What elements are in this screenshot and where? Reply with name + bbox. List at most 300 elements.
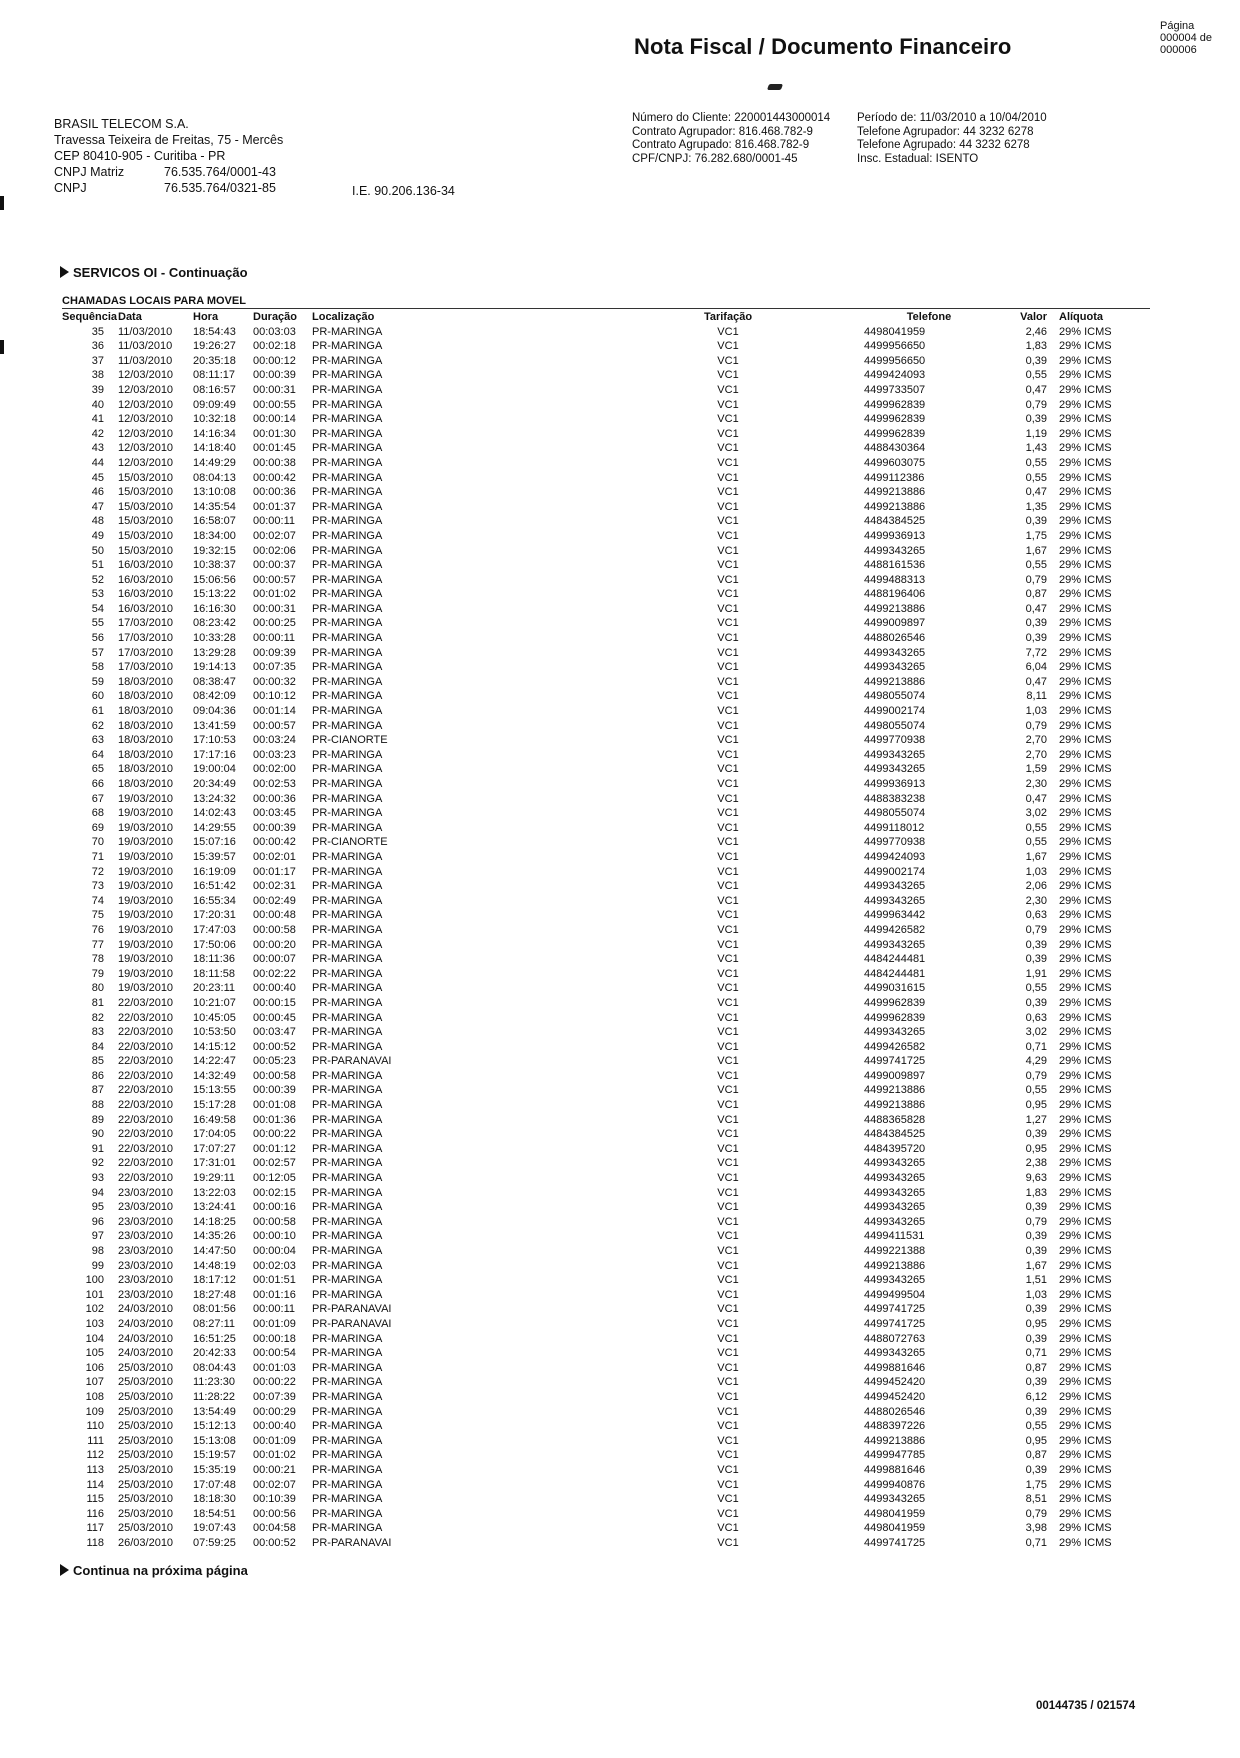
table-row — [62, 1492, 1150, 1507]
cell-valor: 0,39 — [1025, 1332, 1047, 1345]
section-title: SERVICOS OI - Continuação — [73, 265, 248, 280]
cell-duracao: 00:00:58 — [253, 1215, 296, 1228]
cell-localizacao: PR-MARINGA — [312, 1230, 383, 1243]
cnpj-value: 76.535.764/0321-85 — [164, 181, 276, 195]
cell-aliquota: 29% ICMS — [1059, 1405, 1112, 1418]
cell-telefone: 4499343265 — [864, 1215, 926, 1228]
cell-tarifacao: VC1 — [717, 953, 739, 966]
cell-spacer — [784, 1302, 864, 1317]
cell-duracao: 00:02:07 — [253, 529, 296, 542]
table-row — [62, 1142, 1150, 1157]
cell-valor: 1,83 — [1025, 1186, 1047, 1199]
cell-seq: 52 — [91, 573, 104, 586]
table-row — [62, 762, 1150, 777]
cell-seq: 85 — [91, 1055, 104, 1068]
telefone-agrupador: Telefone Agrupador: 44 3232 6278 — [857, 125, 1034, 138]
col-header-telefone: Telefone — [906, 311, 952, 323]
cell-data: 19/03/2010 — [118, 894, 174, 907]
cell-aliquota: 29% ICMS — [1059, 1332, 1112, 1345]
cell-valor: 1,43 — [1025, 442, 1047, 455]
cell-duracao: 00:01:30 — [253, 427, 296, 440]
cell-spacer — [784, 704, 864, 719]
cell-telefone: 4488026546 — [864, 1405, 926, 1418]
cell-tarifacao: VC1 — [717, 1332, 739, 1345]
cell-seq: 47 — [91, 500, 104, 513]
cell-hora: 10:33:28 — [193, 632, 236, 645]
cell-seq: 118 — [86, 1536, 104, 1549]
cell-data: 23/03/2010 — [118, 1274, 174, 1287]
cell-spacer — [784, 587, 864, 602]
cell-aliquota: 29% ICMS — [1059, 675, 1112, 688]
cell-tarifacao: VC1 — [717, 646, 739, 659]
cell-hora: 14:35:26 — [193, 1230, 236, 1243]
cell-seq: 40 — [91, 398, 104, 411]
cell-localizacao: PR-MARINGA — [312, 413, 383, 426]
cell-aliquota: 29% ICMS — [1059, 792, 1112, 805]
table-row — [62, 704, 1150, 719]
cell-tarifacao: VC1 — [717, 515, 739, 528]
cell-hora: 09:04:36 — [193, 705, 236, 718]
cell-duracao: 00:00:42 — [253, 471, 296, 484]
cell-telefone: 4499213886 — [864, 675, 926, 688]
cell-telefone: 4499603075 — [864, 456, 926, 469]
cell-duracao: 00:01:16 — [253, 1288, 296, 1301]
cell-spacer — [784, 602, 864, 617]
cell-hora: 18:27:48 — [193, 1288, 236, 1301]
cell-hora: 20:35:18 — [193, 354, 236, 367]
cell-aliquota: 29% ICMS — [1059, 923, 1112, 936]
table-row — [62, 427, 1150, 442]
cell-tarifacao: VC1 — [717, 967, 739, 980]
cell-seq: 66 — [91, 778, 104, 790]
cell-data: 18/03/2010 — [118, 734, 174, 747]
continue-note — [60, 1563, 248, 1578]
table-row — [62, 616, 1150, 631]
cell-seq: 88 — [91, 1099, 104, 1112]
cell-localizacao: PR-MARINGA — [312, 690, 383, 703]
cell-telefone: 4499213886 — [864, 1259, 926, 1272]
cell-valor: 2,06 — [1025, 880, 1047, 893]
cell-spacer — [784, 1156, 864, 1171]
cell-tarifacao: VC1 — [717, 1274, 739, 1287]
cell-data: 19/03/2010 — [118, 821, 174, 834]
cell-aliquota: 29% ICMS — [1059, 1069, 1112, 1082]
cell-localizacao: PR-MARINGA — [312, 938, 383, 951]
cell-duracao: 00:00:58 — [253, 923, 296, 936]
col-header-duracao: Duração — [253, 311, 298, 323]
table-row — [62, 1229, 1150, 1244]
table-row — [62, 514, 1150, 529]
cell-hora: 16:51:25 — [193, 1332, 236, 1345]
cell-seq: 109 — [85, 1405, 104, 1418]
cell-tarifacao: VC1 — [717, 996, 739, 1009]
cell-localizacao: PR-MARINGA — [312, 500, 383, 513]
cell-tarifacao: VC1 — [717, 486, 739, 499]
cell-duracao: 00:03:24 — [253, 734, 296, 747]
cell-spacer — [784, 821, 864, 836]
cell-spacer — [784, 908, 864, 923]
cell-valor: 0,39 — [1025, 617, 1047, 630]
cell-aliquota: 29% ICMS — [1059, 850, 1112, 863]
cell-aliquota: 29% ICMS — [1059, 1201, 1112, 1214]
cell-spacer — [784, 1083, 864, 1098]
cell-seq: 54 — [91, 602, 104, 615]
cell-hora: 17:07:27 — [193, 1142, 236, 1155]
cell-seq: 51 — [91, 559, 104, 572]
cell-duracao: 00:00:36 — [253, 792, 296, 805]
cell-tarifacao: VC1 — [717, 456, 739, 469]
cell-data: 19/03/2010 — [118, 880, 174, 893]
cell-duracao: 00:00:10 — [253, 1230, 296, 1243]
cell-seq: 43 — [91, 442, 104, 455]
cell-valor: 1,35 — [1025, 500, 1047, 513]
cell-aliquota: 29% ICMS — [1059, 909, 1112, 922]
calls-table-body — [62, 325, 1150, 1551]
cell-data: 23/03/2010 — [118, 1215, 174, 1228]
cell-aliquota: 29% ICMS — [1059, 1186, 1112, 1199]
table-row — [62, 383, 1150, 398]
cell-duracao: 00:00:37 — [253, 559, 296, 572]
cell-valor: 2,38 — [1025, 1157, 1047, 1170]
cell-hora: 11:28:22 — [193, 1390, 236, 1403]
cell-spacer — [784, 412, 864, 427]
cell-duracao: 00:02:07 — [253, 1478, 296, 1491]
cell-aliquota: 29% ICMS — [1059, 1026, 1112, 1039]
cell-aliquota: 29% ICMS — [1059, 1493, 1112, 1506]
table-row — [62, 339, 1150, 354]
page-current: 000004 de — [1160, 32, 1212, 44]
cell-duracao: 00:01:37 — [253, 500, 296, 513]
cell-spacer — [784, 1332, 864, 1347]
cell-hora: 18:11:58 — [193, 967, 236, 980]
cell-localizacao: PR-MARINGA — [312, 1084, 383, 1097]
cell-valor: 0,79 — [1025, 1215, 1047, 1228]
cell-seq: 100 — [85, 1274, 104, 1287]
cell-seq: 67 — [91, 792, 104, 805]
cell-aliquota: 29% ICMS — [1059, 821, 1112, 834]
cell-telefone: 4499343265 — [864, 1274, 926, 1287]
cell-localizacao: PR-MARINGA — [312, 1099, 383, 1112]
cell-spacer — [784, 1492, 864, 1507]
cell-data: 23/03/2010 — [118, 1245, 174, 1257]
cell-aliquota: 29% ICMS — [1059, 1288, 1112, 1301]
cell-aliquota: 29% ICMS — [1059, 1215, 1112, 1228]
cell-valor: 0,55 — [1025, 471, 1047, 484]
cell-localizacao: PR-MARINGA — [312, 340, 383, 353]
cell-aliquota: 29% ICMS — [1059, 719, 1112, 732]
cell-localizacao: PR-MARINGA — [312, 719, 383, 732]
table-row — [62, 835, 1150, 850]
cell-data: 19/03/2010 — [118, 967, 174, 980]
cell-hora: 18:34:00 — [193, 529, 236, 542]
cell-aliquota: 29% ICMS — [1059, 1536, 1112, 1549]
cell-localizacao: PR-CIANORTE — [312, 836, 388, 849]
cell-localizacao: PR-MARINGA — [312, 1128, 383, 1141]
cell-duracao: 00:01:02 — [253, 1449, 296, 1462]
cell-data: 25/03/2010 — [118, 1463, 174, 1476]
col-header-aliquota: Alíquota — [1059, 311, 1103, 323]
cell-hora: 10:38:37 — [193, 559, 236, 572]
cell-localizacao: PR-MARINGA — [312, 602, 383, 615]
cell-duracao: 00:00:15 — [253, 996, 296, 1009]
cell-hora: 19:29:11 — [193, 1172, 236, 1185]
cell-data: 19/03/2010 — [118, 982, 174, 995]
cell-spacer — [784, 1375, 864, 1390]
cell-duracao: 00:01:14 — [253, 705, 296, 718]
cell-spacer — [784, 398, 864, 413]
cell-data: 22/03/2010 — [118, 1069, 174, 1082]
cell-seq: 78 — [91, 953, 104, 966]
cell-valor: 0,39 — [1025, 1376, 1047, 1389]
cell-seq: 58 — [91, 661, 104, 674]
cell-duracao: 00:00:52 — [253, 1040, 296, 1053]
cell-hora: 14:18:25 — [193, 1215, 236, 1228]
cell-aliquota: 29% ICMS — [1059, 471, 1112, 484]
cell-localizacao: PR-PARANAVAI — [312, 1303, 392, 1316]
table-row — [62, 1317, 1150, 1332]
cell-data: 15/03/2010 — [118, 471, 174, 484]
footer-code: 00144735 / 021574 — [1036, 1700, 1136, 1712]
table-row — [62, 1025, 1150, 1040]
cell-localizacao: PR-MARINGA — [312, 427, 383, 440]
cell-aliquota: 29% ICMS — [1059, 442, 1112, 455]
cell-valor: 8,51 — [1025, 1493, 1047, 1506]
cell-valor: 0,39 — [1025, 1230, 1047, 1243]
cell-hora: 10:32:18 — [193, 413, 236, 426]
cell-seq: 42 — [91, 427, 104, 440]
cell-data: 22/03/2010 — [118, 996, 174, 1009]
cell-duracao: 00:10:39 — [253, 1493, 296, 1506]
cell-localizacao: PR-MARINGA — [312, 763, 383, 776]
telefone-agrupado: Telefone Agrupado: 44 3232 6278 — [857, 139, 1030, 151]
cell-hora: 08:16:57 — [193, 383, 236, 396]
cell-seq: 99 — [91, 1259, 104, 1272]
cell-seq: 87 — [91, 1084, 104, 1097]
cell-seq: 96 — [91, 1215, 104, 1228]
cell-telefone: 4499343265 — [864, 646, 926, 659]
cell-spacer — [784, 339, 864, 354]
cell-tarifacao: VC1 — [717, 1405, 739, 1418]
cell-aliquota: 29% ICMS — [1059, 967, 1112, 980]
cell-data: 12/03/2010 — [118, 369, 174, 382]
cell-seq: 83 — [91, 1026, 104, 1039]
cell-data: 15/03/2010 — [118, 529, 174, 542]
cell-tarifacao: VC1 — [717, 1055, 739, 1068]
cell-seq: 110 — [86, 1420, 104, 1433]
cell-valor: 1,91 — [1025, 967, 1047, 980]
scan-edge-mark — [0, 340, 4, 354]
cell-hora: 13:24:41 — [193, 1201, 236, 1214]
cell-valor: 0,39 — [1025, 1303, 1047, 1316]
cell-seq: 50 — [91, 544, 104, 557]
cell-seq: 75 — [91, 909, 104, 922]
cell-telefone: 4499221388 — [864, 1245, 926, 1257]
cell-localizacao: PR-MARINGA — [312, 1361, 383, 1374]
table-row — [62, 398, 1150, 413]
cell-aliquota: 29% ICMS — [1059, 1507, 1112, 1520]
cell-data: 11/03/2010 — [118, 354, 173, 367]
cell-tarifacao: VC1 — [717, 544, 739, 557]
cell-tarifacao: VC1 — [717, 1245, 739, 1257]
cell-data: 19/03/2010 — [118, 953, 174, 966]
cell-telefone: 4499936913 — [864, 529, 926, 542]
cell-aliquota: 29% ICMS — [1059, 559, 1112, 572]
cell-valor: 9,63 — [1025, 1172, 1047, 1185]
cell-hora: 19:14:13 — [193, 661, 236, 674]
cell-duracao: 00:02:49 — [253, 894, 296, 907]
cell-hora: 20:34:49 — [193, 778, 236, 790]
cell-seq: 61 — [91, 705, 104, 718]
cell-hora: 14:02:43 — [193, 807, 236, 820]
cell-aliquota: 29% ICMS — [1059, 354, 1112, 367]
cell-hora: 08:04:13 — [193, 471, 236, 484]
cell-valor: 1,51 — [1025, 1274, 1047, 1287]
cell-spacer — [784, 427, 864, 442]
cell-aliquota: 29% ICMS — [1059, 1434, 1112, 1447]
cell-tarifacao: VC1 — [717, 1113, 739, 1126]
triangle-right-icon — [60, 1564, 69, 1576]
cell-valor: 2,30 — [1025, 894, 1047, 907]
cell-seq: 112 — [86, 1449, 104, 1462]
cell-hora: 15:13:22 — [193, 588, 236, 601]
table-row — [62, 500, 1150, 515]
cell-valor: 1,75 — [1025, 529, 1047, 542]
cell-duracao: 00:00:04 — [253, 1245, 296, 1257]
cell-telefone: 4499881646 — [864, 1361, 926, 1374]
cell-telefone: 4499962839 — [864, 413, 926, 426]
cell-tarifacao: VC1 — [717, 1026, 739, 1039]
cell-valor: 0,79 — [1025, 1069, 1047, 1082]
table-row — [62, 967, 1150, 982]
table-row — [62, 1405, 1150, 1420]
cell-telefone: 4499343265 — [864, 1201, 926, 1214]
cell-hora: 08:27:11 — [193, 1317, 236, 1330]
cell-tarifacao: VC1 — [717, 1142, 739, 1155]
cell-seq: 113 — [86, 1463, 104, 1476]
cell-seq: 114 — [86, 1478, 104, 1491]
cell-data: 18/03/2010 — [118, 748, 174, 761]
cell-telefone: 4499009897 — [864, 1069, 926, 1082]
section-heading — [60, 265, 248, 280]
cell-localizacao: PR-MARINGA — [312, 850, 383, 863]
cell-telefone: 4499118012 — [864, 821, 925, 834]
cell-aliquota: 29% ICMS — [1059, 1172, 1112, 1185]
table-row — [62, 1521, 1150, 1536]
cell-seq: 108 — [85, 1390, 104, 1403]
table-row — [62, 1463, 1150, 1478]
cell-valor: 0,47 — [1025, 602, 1047, 615]
cell-localizacao: PR-MARINGA — [312, 632, 383, 645]
cell-telefone: 4488397226 — [864, 1420, 926, 1433]
table-row — [62, 806, 1150, 821]
cell-tarifacao: VC1 — [717, 559, 739, 572]
cell-valor: 1,03 — [1025, 865, 1047, 878]
cell-spacer — [784, 1521, 864, 1536]
cell-aliquota: 29% ICMS — [1059, 1361, 1112, 1374]
cell-seq: 84 — [91, 1040, 104, 1053]
cell-seq: 111 — [87, 1434, 104, 1447]
cell-duracao: 00:02:00 — [253, 763, 296, 776]
cell-aliquota: 29% ICMS — [1059, 734, 1112, 747]
cell-telefone: 4499741725 — [864, 1055, 926, 1068]
cell-valor: 0,95 — [1025, 1142, 1047, 1155]
cell-duracao: 00:02:01 — [253, 850, 296, 863]
cell-aliquota: 29% ICMS — [1059, 500, 1112, 513]
cell-hora: 07:59:25 — [193, 1536, 236, 1549]
cell-spacer — [784, 1478, 864, 1493]
cell-telefone: 4484244481 — [864, 967, 926, 980]
table-row — [62, 646, 1150, 661]
cell-telefone: 4499343265 — [864, 1026, 926, 1039]
cell-data: 15/03/2010 — [118, 486, 174, 499]
cell-aliquota: 29% ICMS — [1059, 1449, 1112, 1462]
cell-data: 25/03/2010 — [118, 1434, 174, 1447]
table-row — [62, 1419, 1150, 1434]
cell-valor: 4,29 — [1025, 1055, 1047, 1068]
cell-valor: 0,39 — [1025, 354, 1047, 367]
cell-valor: 0,39 — [1025, 1405, 1047, 1418]
cell-telefone: 4499426582 — [864, 1040, 926, 1053]
cell-telefone: 4499112386 — [864, 471, 925, 484]
cell-localizacao: PR-MARINGA — [312, 675, 383, 688]
table-row — [62, 1346, 1150, 1361]
cell-spacer — [784, 879, 864, 894]
table-row — [62, 850, 1150, 865]
cell-hora: 19:07:43 — [193, 1522, 236, 1535]
scan-mark — [767, 84, 783, 90]
cell-data: 22/03/2010 — [118, 1055, 174, 1068]
cell-valor: 1,27 — [1025, 1113, 1047, 1126]
cell-valor: 0,79 — [1025, 1507, 1047, 1520]
cell-telefone: 4499741725 — [864, 1303, 926, 1316]
client-number: Número do Cliente: 220001443000014 — [632, 112, 831, 124]
cell-seq: 59 — [91, 675, 104, 688]
cell-hora: 14:49:29 — [193, 456, 236, 469]
cell-data: 25/03/2010 — [118, 1493, 174, 1506]
cell-hora: 08:11:17 — [193, 369, 236, 382]
cell-seq: 62 — [91, 719, 104, 732]
cell-data: 18/03/2010 — [118, 778, 174, 790]
cell-seq: 64 — [91, 748, 104, 761]
cell-telefone: 4499343265 — [864, 938, 926, 951]
cell-data: 18/03/2010 — [118, 763, 174, 776]
cell-telefone: 4499343265 — [864, 1493, 926, 1506]
cell-aliquota: 29% ICMS — [1059, 661, 1112, 674]
cell-data: 17/03/2010 — [118, 617, 174, 630]
cell-data: 22/03/2010 — [118, 1011, 174, 1024]
cell-localizacao: PR-PARANAVAI — [312, 1536, 392, 1549]
cell-telefone: 4499343265 — [864, 1186, 926, 1199]
cell-localizacao: PR-MARINGA — [312, 1157, 383, 1170]
cell-seq: 63 — [91, 734, 104, 747]
cell-spacer — [784, 938, 864, 953]
table-row — [62, 733, 1150, 748]
contrato-agrupado: Contrato Agrupado: 816.468.782-9 — [632, 139, 810, 151]
cell-localizacao: PR-MARINGA — [312, 748, 383, 761]
cell-seq: 80 — [91, 982, 104, 995]
cell-tarifacao: VC1 — [717, 1201, 739, 1214]
cell-localizacao: PR-MARINGA — [312, 325, 383, 338]
cell-telefone: 4488383238 — [864, 792, 926, 805]
cell-hora: 14:32:49 — [193, 1069, 236, 1082]
cell-localizacao: PR-MARINGA — [312, 1390, 383, 1403]
cell-spacer — [784, 777, 864, 792]
cell-aliquota: 29% ICMS — [1059, 544, 1112, 557]
cell-duracao: 00:01:02 — [253, 588, 296, 601]
cell-valor: 1,83 — [1025, 340, 1047, 353]
cell-spacer — [784, 368, 864, 383]
cell-duracao: 00:00:39 — [253, 1084, 296, 1097]
